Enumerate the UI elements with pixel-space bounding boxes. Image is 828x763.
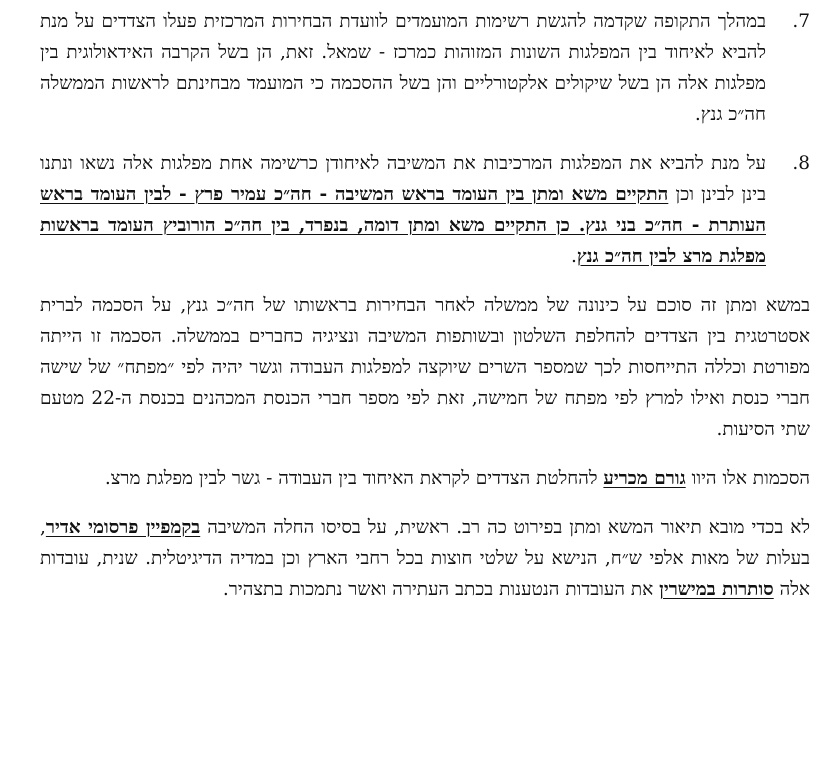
paragraph-agreement [40, 290, 810, 445]
emphasized-text: התקיים משא ומתן בין העומד בראש המשיבה - חה״כ עמיר פרץ - לבין העומד בראש העותרת - חה״כ בני גנץ. כן התקיים משא ומתן דומה, בנפרד, בין חה״כ הורוביץ העומד בראשות מפלגת מרצ לבין חה״כ גנץ [40, 184, 766, 267]
paragraph-text: להחלטת הצדדים לקראת האיחוד בין העבודה - גשר לבין מפלגת מרצ. [104, 468, 604, 489]
paragraph-text: על מנת להביא את המפלגות המרכיבות את המשיבה לאיחודן כרשימה אחת מפלגות אלה נשאו ונתנו בינן לבינן וכן [40, 153, 766, 205]
emphasized-text: בקמפיין פרסומי אדיר [45, 517, 201, 538]
paragraph-number: .7 [792, 11, 810, 32]
emphasized-text: סותרות במישרין [659, 579, 774, 600]
paragraph-8 [40, 148, 810, 272]
paragraph-text: את העובדות הנטענות בכתב העתירה ואשר נתמכות בתצהיר. [222, 579, 660, 600]
paragraph-text: , בעלות של מאות אלפי ש״ח, הנישא על שלטי חוצות בכל רחבי הארץ וכן במדיה הדיגיטלית. שנית, עובדות אלה [40, 517, 810, 600]
paragraph-text: . [570, 246, 577, 267]
emphasized-text: גורם מכריע [603, 468, 686, 489]
paragraph-text: במשא ומתן זה סוכם על כינונה של ממשלה לאחר הבחירות בראשותו של חה״כ גנץ, על הסכמה לברית אסטרטגית בין הצדדים להחלפת השלטון ובשותפות המשיבה ונציגיה כחברים בממשלה. הסכמה זו הייתה מפורטת וכללה התייחסות לכך שמספר השרים שיוקצה למפלגות העבודה וגשר יהיה לפי ״מפתח״ של שישה חברי כנסת ואילו למרץ לפי מפתח של חמישה, זאת לפי מספר חברי הכנסת המכהנים בכנסת ה-22 מטעם שתי הסיעות. [40, 295, 810, 440]
paragraph-campaign [40, 512, 810, 605]
paragraph-text: הסכמות אלו היוו [685, 468, 810, 489]
paragraph-text: במהלך התקופה שקדמה להגשת רשימות המועמדים לוועדת הבחירות המרכזית פעלו הצדדים על מנת להביא לאיחוד בין המפלגות השונות המזוהות כמרכז - שמאל. זאת, הן בשל הקרבה האידאולוגית בין מפלגות אלה הן בשל שיקולים אלקטורליים והן בשל ההסכמה כי המועמד מבחינתם לראשות הממשלה חה״כ גנץ. [40, 11, 766, 125]
paragraph-text: לא בכדי מובא תיאור המשא ומתן בפירוט כה רב. ראשית, על בסיסו החלה המשיבה [200, 517, 810, 538]
paragraph-decisive-factor [40, 463, 810, 494]
paragraph-7 [40, 6, 810, 130]
paragraph-number: .8 [792, 153, 810, 174]
